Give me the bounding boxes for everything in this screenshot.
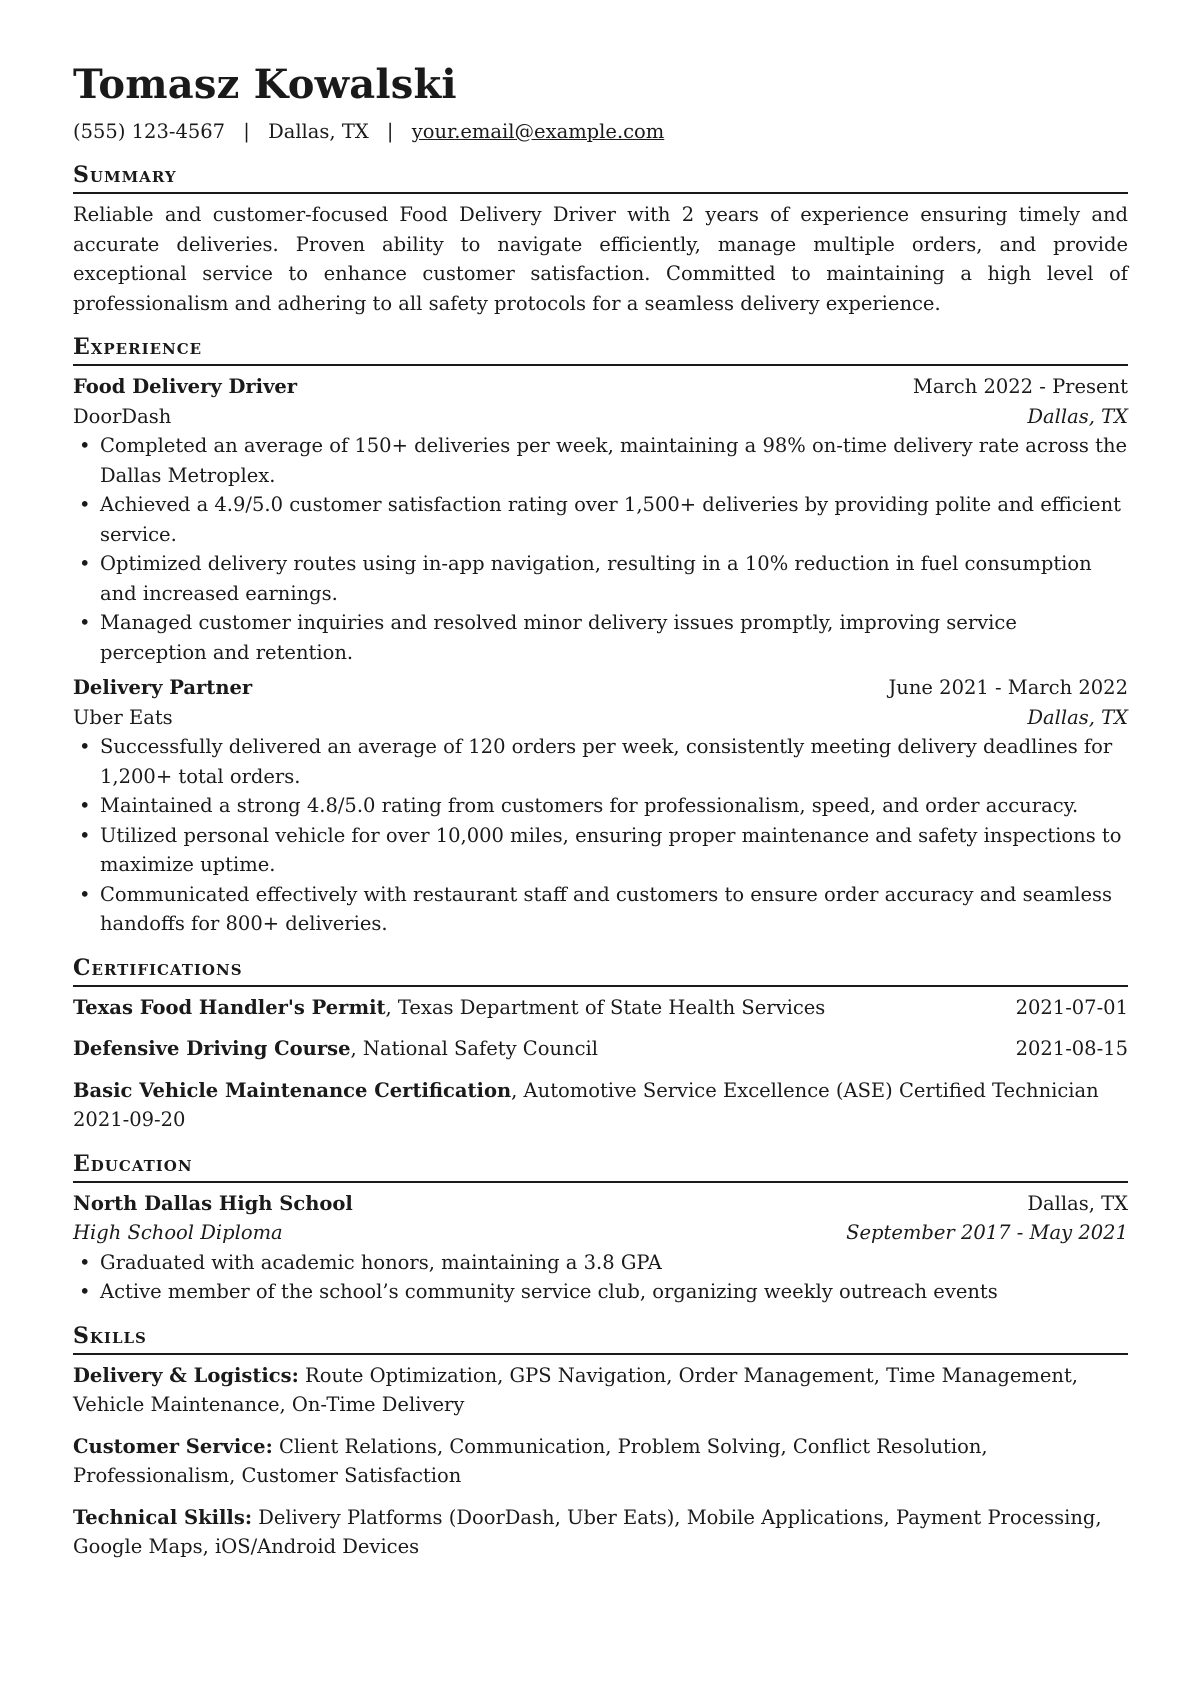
summary-section [73,160,1128,318]
bullet-item: • Graduated with academic honors, maintaining a 3.8 GPA [73,1248,1128,1278]
cert-issuer: , National Safety Council [350,1037,598,1060]
skills-section [73,1321,1128,1562]
location: Dallas, TX [268,120,369,143]
bullet-item: • Completed an average of 150+ deliveries per week, maintaining a 98% on-time delivery rate across the Dallas Metroplex. [73,431,1128,490]
skill-text: Delivery Platforms (DoorDash, Uber Eats), Mobile Applications, Payment Processing, Google Maps, iOS/Android Devices [73,1505,1102,1558]
cert-date: 2021-08-15 [1015,1037,1128,1060]
job-bullets [73,732,1128,939]
skill-label: Delivery & Logistics: [73,1363,299,1387]
job-bullets [73,431,1128,667]
skill-label: Customer Service: [73,1434,273,1458]
cert-name: Texas Food Handler's Permit [73,995,386,1019]
bullet-item: • Utilized personal vehicle for over 10,000 miles, ensuring proper maintenance and safety inspections to maximize uptime. [73,821,1128,880]
skill-label: Technical Skills: [73,1505,253,1529]
job-location: Dallas, TX [1027,705,1128,729]
cert-date: 2021-07-01 [1015,995,1128,1019]
section-title: Skills [73,1321,1128,1355]
bullet-item: • Managed customer inquiries and resolved minor delivery issues promptly, improving service perception and retention. [73,608,1128,667]
job-entry [73,372,1128,667]
job-entry [73,673,1128,939]
separator: | [243,120,250,143]
cert-item [73,993,1128,1023]
bullet-item: • Achieved a 4.9/5.0 customer satisfaction rating over 1,500+ deliveries by providing polite and efficient service. [73,490,1128,549]
school-name: North Dallas High School [73,1191,353,1215]
cert-item [73,1034,1128,1064]
section-title: Certifications [73,953,1128,987]
cert-name: Defensive Driving Course [73,1037,351,1060]
bullet-item: • Optimized delivery routes using in-app navigation, resulting in a 10% reduction in fuel consumption and increased earnings. [73,549,1128,608]
job-role: Food Delivery Driver [73,375,298,398]
contact-line [73,118,1128,146]
section-title: Experience [73,332,1128,366]
job-company: Uber Eats [73,705,173,729]
summary-text: Reliable and customer-focused Food Delivery Driver with 2 years of experience ensuring timely and accurate deliveries. Proven ability to navigate efficiently, manage multiple orders, and provide exceptional service to enhance customer satisfaction. Committed to maintaining a high level of professionalism and adhering to all safety protocols for a seamless delivery experience. [73,203,1128,315]
job-role: Delivery Partner [73,676,253,699]
skill-group [73,1432,1128,1491]
bullet-item: • Successfully delivered an average of 120 orders per week, consistently meeting delivery deadlines for 1,200+ total orders. [73,732,1128,791]
skill-group [73,1503,1128,1562]
email-link[interactable]: your.email@example.com [411,120,665,143]
phone-number: (555) 123-4567 [73,120,226,143]
job-company: DoorDash [73,404,172,428]
cert-issuer: , Texas Department of State Health Services [385,995,826,1019]
cert-date: 2021-09-20 [73,1108,186,1131]
job-dates: June 2021 - March 2022 [888,676,1128,699]
degree: High School Diploma [73,1221,283,1244]
candidate-name: Tomasz Kowalski [73,61,457,108]
job-location: Dallas, TX [1027,404,1128,428]
cert-item [73,1076,1128,1135]
section-title: Summary [73,160,1128,194]
cert-name: Basic Vehicle Maintenance Certification [73,1078,512,1102]
bullet-item: • Maintained a strong 4.8/5.0 rating from customers for professionalism, speed, and order accuracy. [73,791,1128,821]
certifications-section [73,953,1128,1135]
skill-group [73,1361,1128,1420]
separator: | [386,120,394,143]
bullet-item: • Active member of the school’s community service club, organizing weekly outreach events [73,1277,1128,1307]
education-dates: September 2017 - May 2021 [846,1221,1128,1244]
job-dates: March 2022 - Present [912,375,1128,398]
cert-issuer: , Automotive Service Excellence (ASE) Certified Technician [511,1078,1099,1102]
skill-text: Client Relations, Communication, Problem Solving, Conflict Resolution, Professionalism, Customer Satisfaction [73,1434,988,1487]
experience-section [73,332,1128,939]
skill-text: Route Optimization, GPS Navigation, Order Management, Time Management, Vehicle Maintenance, On-Time Delivery [73,1363,1078,1416]
section-title: Education [73,1149,1128,1183]
education-bullets [73,1248,1128,1307]
bullet-item: • Communicated effectively with restaurant staff and customers to ensure order accuracy and seamless handoffs for 800+ deliveries. [73,880,1128,939]
school-location: Dallas, TX [1027,1191,1128,1215]
education-section [73,1149,1128,1307]
